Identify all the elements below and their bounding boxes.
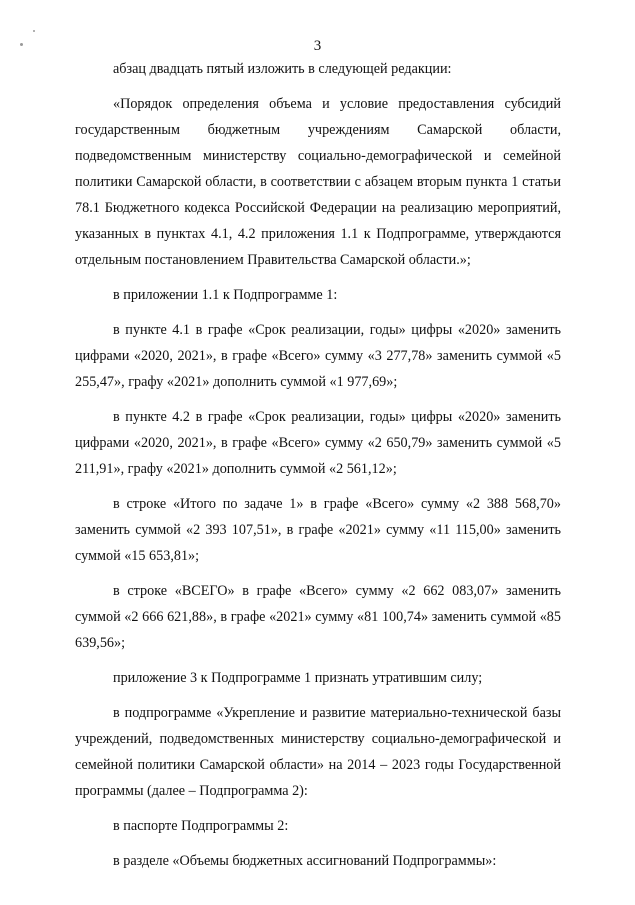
paragraph: в приложении 1.1 к Подпрограмме 1: [113, 287, 338, 303]
paragraph: приложение 3 к Подпрограмме 1 признать утратившим силу; [113, 670, 483, 686]
paragraph: в строке «Итого по задаче 1» в графе «Всего» сумму «2 388 568,70» заменить суммой «2 393 107,51», в графе «2021» сумму «11 115,00» заменить суммой «15 653,81»; [75, 496, 561, 564]
page-number: 3 [313, 38, 322, 54]
paragraph: в подпрограмме «Укрепление и развитие материально-технической базы учреждений, подведомственных министерству социально-демографической и семейной политики Самарской области» на 2014 – 2023 годы Государственной программы (далее – Подпрограмма 2): [75, 705, 561, 799]
document-body [75, 56, 561, 883]
scan-speck [33, 30, 35, 32]
paragraph: в паспорте Подпрограммы 2: [113, 818, 289, 834]
paragraph: в пункте 4.2 в графе «Срок реализации, годы» цифры «2020» заменить цифрами «2020, 2021», в графе «Всего» сумму «2 650,79» заменить суммой «5 211,91», графу «2021» дополнить суммой «2 561,12»; [75, 409, 561, 477]
paragraph: абзац двадцать пятый изложить в следующей редакции: [113, 61, 452, 77]
paragraph: в разделе «Объемы бюджетных ассигнований Подпрограммы»: [113, 853, 497, 869]
paragraph: «Порядок определения объема и условие предоставления субсидий государственным бюджетным учреждениям Самарской области, подведомственным министерству социально-демографической и семейной политики Самарской области, в соответствии с абзацем вторым пункта 1 статьи 78.1 Бюджетного кодекса Российской Федерации на реализацию мероприятий, указанных в пунктах 4.1, 4.2 приложения 1.1 к Подпрограмме, утверждаются отдельным постановлением Правительства Самарской области.»; [75, 96, 561, 268]
paragraph: в строке «ВСЕГО» в графе «Всего» сумму «2 662 083,07» заменить суммой «2 666 621,88», в графе «2021» сумму «81 100,74» заменить суммой «85 639,56»; [75, 583, 561, 651]
paragraph: в пункте 4.1 в графе «Срок реализации, годы» цифры «2020» заменить цифрами «2020, 2021», в графе «Всего» сумму «3 277,78» заменить суммой «5 255,47», графу «2021» дополнить суммой «1 977,69»; [75, 322, 561, 390]
